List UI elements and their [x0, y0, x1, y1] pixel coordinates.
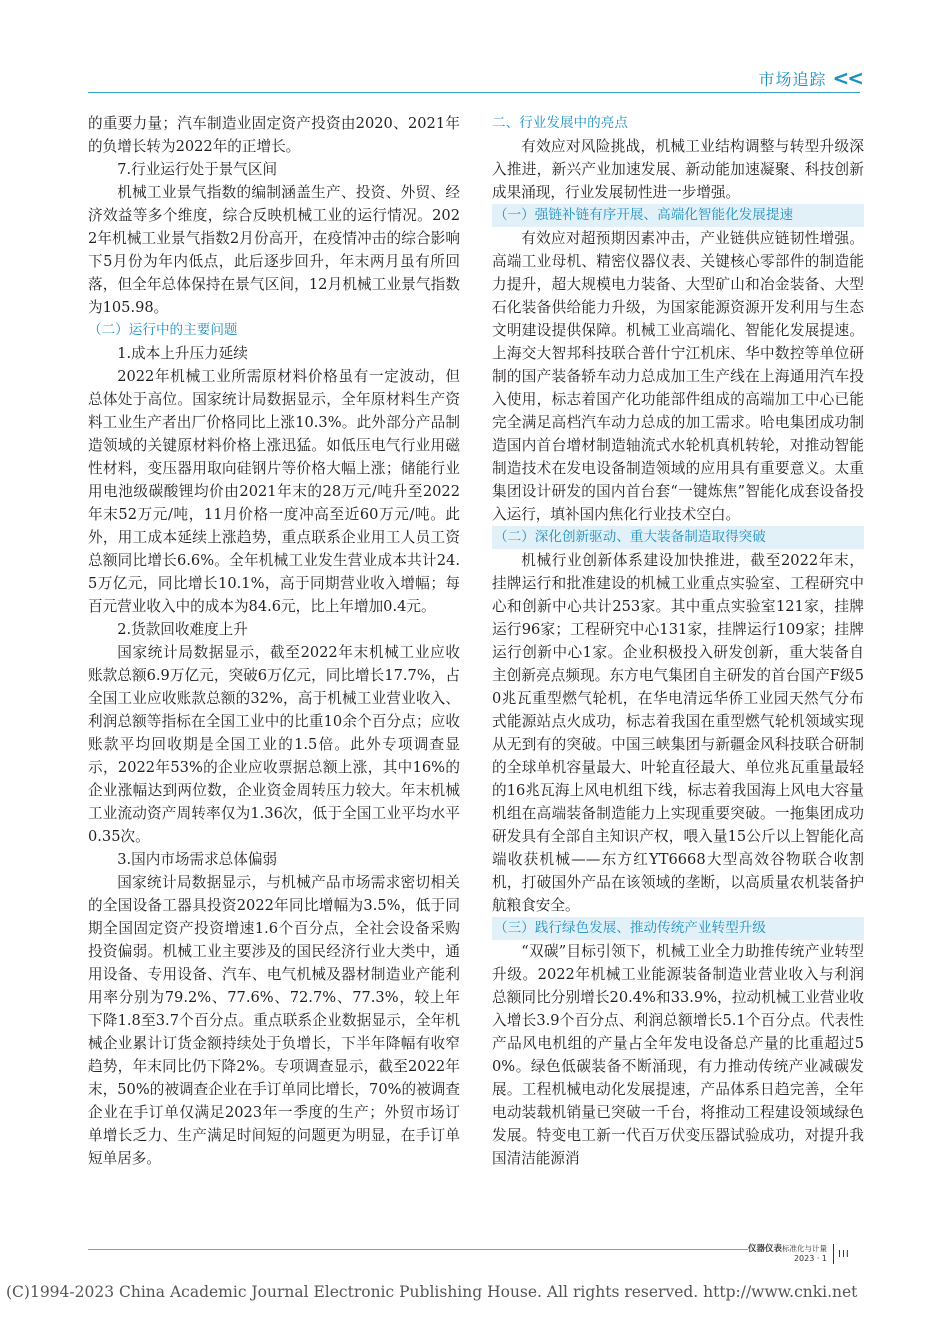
copyright-line: (C)1994-2023 China Academic Journal Electronic Publishing House. All rights reserved. http://www.cnki.net	[6, 1283, 858, 1301]
footer-rule	[88, 1249, 748, 1250]
footer	[748, 1239, 850, 1269]
journal-subtitle: 标准化与计量	[782, 1244, 828, 1253]
header-rule	[88, 92, 860, 93]
paragraph: 机械行业创新体系建设加快推进，截至2022年末，挂牌运行和批准建设的机械工业重点实验室、工程研究中心和创新中心共计253家。其中重点实验室121家，挂牌运行96家；工程研究中心131家，挂牌运行109家；挂牌运行创新中心1家。企业积极投入研发创新，重大装备自主创新亮点频现。东方电气集团自主研发的首台国产F级50兆瓦重型燃气轮机，在华电清远华侨工业园天然气分布式能源站点火成功，标志着我国在重型燃气轮机领域实现从无到有的突破。中国三峡集团与新疆金风科技联合研制的全球单机容量最大、叶轮直径最大、单位兆瓦重量最轻的16兆瓦海上风电机组下线，标志着我国海上风电大容量机组在高端装备制造能力上实现重要突破。一拖集团成功研发具有全部自主知识产权，喂入量15公斤以上智能化高端收获机械——东方红YT6668大型高效谷物联合收割机，打破国外产品在该领域的垄断，以高质量农机装备护航粮食安全。	[492, 552, 864, 914]
paragraph: 国家统计局数据显示，与机械产品市场需求密切相关的全国设备工器具投资2022年同比增幅为3.5%，低于同期全国固定资产投资增速1.6个百分点，全社会设备采购投资偏弱。机械工业主要涉及的国民经济行业大类中，通用设备、专用设备、汽车、电气机械及器材制造业产能利用率分别为79.2%、77.6%、72.7%、77.3%，较上年下降1.8至3.7个百分点。重点联系企业数据显示，全年机械企业累计订货金额持续处于负增长，下半年降幅有收窄趋势，年末同比仍下降2%。专项调查显示，截至2022年末，50%的被调查企业在手订单同比增长，70%的被调查企业在手订单仅满足2023年一季度的生产；外贸市场订单增长乏力、生产满足时间短的问题更为明显，在手订单短单居多。	[88, 874, 460, 1167]
paragraph: 有效应对超预期因素冲击，产业链供应链韧性增强。高端工业母机、精密仪器仪表、关键核心零部件的制造能力提升，超大规模电力装备、大型矿山和冶金装备、大型石化装备供给能力升级，为国家能源资源开发利用与生态文明建设提供保障。机械工业高端化、智能化发展提速。上海交大智邦科技联合普什宁江机床、华中数控等单位研制的国产装备轿车动力总成加工生产线在上海通用汽车投入使用，标志着国产化功能部件组成的高端加工中心已能完全满足高档汽车动力总成的加工需求。哈电集团成功制造国内首台增材制造轴流式水轮机真机转轮，对推动智能制造技术在发电设备制造领域的应用具有重要意义。太重集团设计研发的国内首台套“一键炼焦”智能化成套设备投入运行，填补国内焦化行业技术空白。	[492, 230, 864, 523]
double-chevron-left-icon: <<	[832, 66, 862, 90]
journal-issue: 2023 · 1	[793, 1254, 828, 1263]
right-column	[492, 112, 864, 1170]
section-heading: 二、行业发展中的亮点	[492, 115, 628, 131]
journal-name: 仪器仪表	[748, 1244, 783, 1254]
paragraph: “双碳”目标引领下，机械工业全力助推传统产业转型升级。2022年机械工业能源装备制造业营业收入与利润总额同比分别增长20.4%和33.9%，拉动机械工业营业收入增长3.9个百分点、利润总额增长5.1个百分点。代表性产品风电机组的产量占全年发电设备总产量的比重超过50%。绿色低碳装备不断涌现，有力推动传统产业减碳发展。工程机械电动化发展提速，产品体系日趋完善，全年电动装载机销量已突破一千台，将推动工程建设领域绿色发展。特变电工新一代百万伏变压器试验成功，对提升我国清洁能源消	[492, 943, 864, 1167]
paragraph: 国家统计局数据显示，截至2022年末机械工业应收账款总额6.9万亿元，突破6万亿元，同比增长17.7%，占全国工业应收账款总额的32%，高于机械工业营业收入、利润总额等指标在全国工业中的比重10余个百分点；应收账款平均回收期是全国工业的1.5倍。此外专项调查显示，2022年53%的企业应收票据总额上涨，其中16%的企业涨幅达到两位数，企业资金周转压力较大。年末机械工业流动资产周转率仅为1.36次，低于全国工业平均水平0.35次。	[88, 644, 460, 845]
subheading: 1.成本上升压力延续	[117, 345, 248, 362]
subheading: 3.国内市场需求总体偏弱	[117, 851, 278, 868]
paragraph: 2022年机械工业所需原材料价格虽有一定波动，但总体处于高位。国家统计局数据显示，全年原材料生产资料工业生产者出厂价格同比上涨10.3%。此外部分产品制造领域的关键原材料价格上涨迅猛。如低压电气行业用磁性材料，变压器用取向硅钢片等价格大幅上涨；储能行业用电池级碳酸锂均价由2021年末的28万元/吨升至2022年末52万元/吨，11月价格一度冲高至近60万元/吨。此外，用工成本延续上涨趋势，重点联系企业用工人员工资总额同比增长6.6%。全年机械工业发生营业成本共计24.5万亿元，同比增长10.1%，高于同期营业收入增幅；每百元营业收入中的成本为84.6元，比上年增加0.4元。	[88, 368, 460, 615]
section-heading: （二）运行中的主要问题	[88, 322, 238, 338]
left-column	[88, 112, 460, 1170]
paragraph: 的重要力量；汽车制造业固定资产投资由2020、2021年的负增长转为2022年的正增长。	[88, 115, 460, 155]
subheading: 2.货款回收难度上升	[117, 621, 248, 638]
journal-mark	[748, 1244, 827, 1264]
section-tag	[758, 66, 862, 90]
section-title: 市场追踪	[758, 69, 827, 89]
subsection-heading: （一）强链补链有序开展、高端化智能化发展提速	[492, 204, 864, 227]
page-number: III	[838, 1248, 850, 1260]
subsection-heading: （三）践行绿色发展、推动传统产业转型升级	[492, 917, 864, 940]
paragraph: 机械工业景气指数的编制涵盖生产、投资、外贸、经济效益等多个维度，综合反映机械工业的运行情况。2022年机械工业景气指数2月份高开，在疫情冲击的综合影响下5月份为年内低点，此后逐步回升，年末两月虽有所回落，但全年总体保持在景气区间，12月机械工业景气指数为105.98。	[88, 184, 460, 316]
paragraph: 有效应对风险挑战，机械工业结构调整与转型升级深入推进，新兴产业加速发展、新动能加速凝聚、科技创新成果涌现，行业发展韧性进一步增强。	[492, 138, 864, 201]
subheading: 7.行业运行处于景气区间	[117, 161, 278, 178]
footer-divider	[833, 1244, 834, 1264]
subsection-heading: （二）深化创新驱动、重大装备制造取得突破	[492, 526, 864, 549]
